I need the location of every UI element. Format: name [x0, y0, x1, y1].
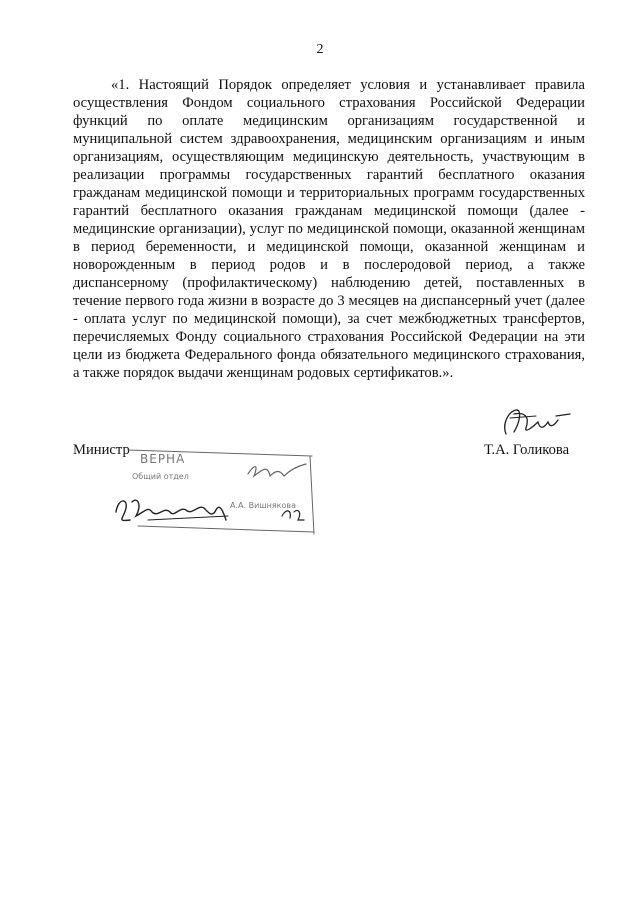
- page-number: 2: [316, 42, 324, 57]
- stamp-title: ВЕРНА: [140, 452, 186, 466]
- stamp-clerk: А.А. Вишнякова: [230, 501, 296, 510]
- order-paragraph: «1. Настоящий Порядок определяет условия и устанавливает правила осуществления Фондом социального страхования Российской Федерации функций по оплате медицинским организациям государственной и муниципальной систем здравоохранения, медицинским организациям и иным организациям, осуществляющим медицинскую деятельность, участвующим в реализации программы государственных гарантий бесплатного оказания гражданам медицинской помощи и территориальных программ государственных гарантий бесплатного оказания гражданам медицинской помощи (далее - медицинские организации), услуг по медицинской помощи, оказанной женщинам в период беременности, и медицинской помощи, оказанной женщинам и новорожденным в период родов и в послеродовой период, а также диспансерному (профилактическому) наблюдению детей, поставленных в течение первого года жизни в возрасте до 3 месяцев на диспансерный учет (далее - оплата услуг по медицинской помощи), за счет межбюджетных трансфертов, перечисляемых Фонду социального страхования Российской Федерации на эти цели из бюджета Федерального фонда обязательного медицинского страхования, а также порядок выдачи женщинам родовых сертификатов.».: [73, 77, 585, 381]
- signature-name: Т.А. Голикова: [484, 442, 570, 458]
- signature-role: Министр: [73, 442, 130, 458]
- stamp-subtitle: Общий отдел: [132, 472, 189, 481]
- minister-signature: [496, 404, 576, 446]
